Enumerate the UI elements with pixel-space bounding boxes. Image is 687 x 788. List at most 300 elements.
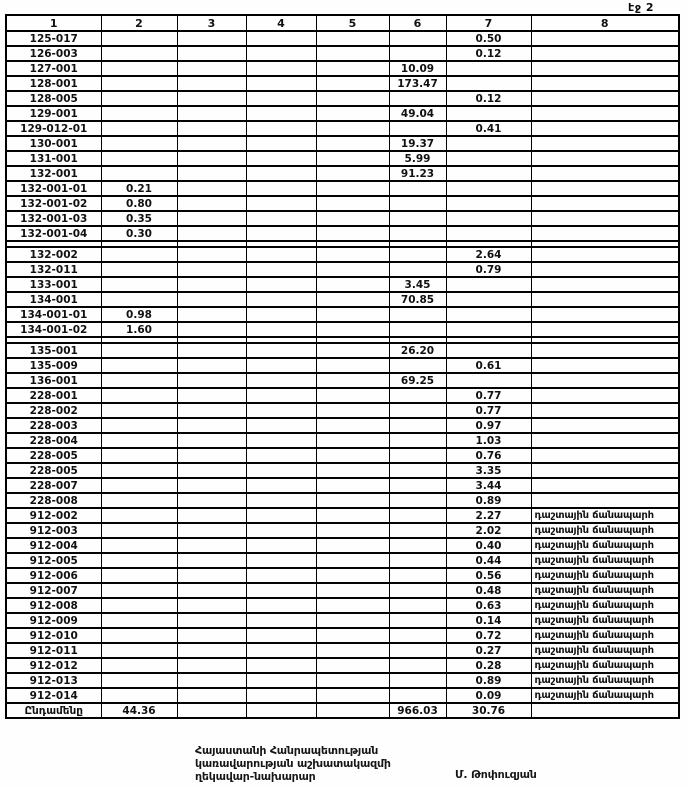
- table-row: [6, 643, 679, 658]
- table-row: [6, 448, 679, 463]
- cell-c8: [531, 211, 679, 226]
- cell-c5: [316, 31, 389, 46]
- cell-c8: [531, 343, 679, 358]
- cell-c4: [246, 598, 316, 613]
- table-row: [6, 433, 679, 448]
- cell-c7: 0.14: [446, 613, 531, 628]
- cell-c8: դաշտային ճանապարհ: [531, 643, 679, 658]
- table-row: [6, 196, 679, 211]
- cell-c3: [177, 373, 246, 388]
- cell-c6: [389, 196, 446, 211]
- cell-c5: [316, 61, 389, 76]
- cell-c2: 1.60: [101, 322, 177, 337]
- cell-c6: [389, 643, 446, 658]
- cell-c5: [316, 418, 389, 433]
- cell-c8: [531, 196, 679, 211]
- cell-c1: 134-001-02: [6, 322, 101, 337]
- cell-c5: [316, 448, 389, 463]
- cell-c5: [316, 106, 389, 121]
- cell-c7: 2.64: [446, 247, 531, 262]
- cell-c5: [316, 181, 389, 196]
- cell-c8: [531, 373, 679, 388]
- cell-c8: [531, 61, 679, 76]
- total-row: [6, 703, 679, 718]
- cell-c5: [316, 211, 389, 226]
- cell-c2: [101, 598, 177, 613]
- cell-c6: [389, 538, 446, 553]
- cell-c1: 228-003: [6, 418, 101, 433]
- cell-c6: [389, 598, 446, 613]
- page-number-note: էջ 2: [628, 1, 654, 14]
- cell-c6: 70.85: [389, 292, 446, 307]
- cell-c6: 966.03: [389, 703, 446, 718]
- cell-c3: [177, 277, 246, 292]
- table-row: [6, 688, 679, 703]
- cell-c7: 0.77: [446, 388, 531, 403]
- cell-c8: [531, 307, 679, 322]
- cell-c4: [246, 628, 316, 643]
- cell-c6: [389, 121, 446, 136]
- cell-c2: [101, 46, 177, 61]
- cell-c6: 49.04: [389, 106, 446, 121]
- cell-c4: [246, 307, 316, 322]
- cell-c2: [101, 247, 177, 262]
- cell-c4: [246, 247, 316, 262]
- cell-c8: դաշտային ճանապարհ: [531, 673, 679, 688]
- cell-c2: [101, 91, 177, 106]
- cell-c2: [101, 151, 177, 166]
- cell-c4: [246, 196, 316, 211]
- cell-c3: [177, 343, 246, 358]
- cell-c1: 228-007: [6, 478, 101, 493]
- cell-c3: [177, 538, 246, 553]
- cell-c1: 228-001: [6, 388, 101, 403]
- cell-c5: [316, 46, 389, 61]
- cell-c7: 0.76: [446, 448, 531, 463]
- cell-c5: [316, 478, 389, 493]
- cell-c6: [389, 583, 446, 598]
- cell-c4: [246, 292, 316, 307]
- cell-c4: [246, 277, 316, 292]
- cell-c5: [316, 292, 389, 307]
- cell-c4: [246, 76, 316, 91]
- cell-c5: [316, 322, 389, 337]
- cell-c5: [316, 388, 389, 403]
- signature-title-line: կառավարության աշխատակազմի: [195, 757, 391, 770]
- table-row: [6, 91, 679, 106]
- table-row: [6, 211, 679, 226]
- cell-c2: [101, 373, 177, 388]
- cell-c4: [246, 262, 316, 277]
- cell-c1: 912-014: [6, 688, 101, 703]
- cell-c1: 128-001: [6, 76, 101, 91]
- cell-c8: դաշտային ճանապարհ: [531, 613, 679, 628]
- cell-c8: [531, 91, 679, 106]
- table-row: [6, 61, 679, 76]
- cell-c5: [316, 136, 389, 151]
- cell-c3: [177, 388, 246, 403]
- cell-c8: [531, 181, 679, 196]
- cell-c6: [389, 211, 446, 226]
- cell-c5: [316, 226, 389, 241]
- cell-c3: [177, 553, 246, 568]
- cell-c4: [246, 493, 316, 508]
- cell-c8: դաշտային ճանապարհ: [531, 583, 679, 598]
- table-header: [6, 15, 679, 31]
- cell-c1: 912-008: [6, 598, 101, 613]
- table-row: [6, 307, 679, 322]
- cell-c1: 126-003: [6, 46, 101, 61]
- cell-c2: [101, 613, 177, 628]
- cell-c2: [101, 553, 177, 568]
- cell-c7: [446, 343, 531, 358]
- cell-c5: [316, 76, 389, 91]
- cell-c1: 912-003: [6, 523, 101, 538]
- cell-c7: [446, 151, 531, 166]
- cell-c6: [389, 508, 446, 523]
- cell-c8: [531, 247, 679, 262]
- cell-c2: [101, 628, 177, 643]
- table-row: [6, 598, 679, 613]
- cell-c2: [101, 523, 177, 538]
- cell-c7: 0.28: [446, 658, 531, 673]
- table-body: [6, 31, 679, 718]
- cell-c2: [101, 121, 177, 136]
- cell-c2: [101, 433, 177, 448]
- table-row: [6, 358, 679, 373]
- table-row: [6, 46, 679, 61]
- table-row: [6, 106, 679, 121]
- cell-c3: [177, 31, 246, 46]
- cell-c3: [177, 166, 246, 181]
- cell-c1: 912-010: [6, 628, 101, 643]
- cell-c4: [246, 373, 316, 388]
- cell-c8: [531, 448, 679, 463]
- cell-c5: [316, 403, 389, 418]
- cell-c1: 228-005: [6, 448, 101, 463]
- cell-c3: [177, 196, 246, 211]
- cell-c8: [531, 493, 679, 508]
- cell-c4: [246, 181, 316, 196]
- cell-c5: [316, 463, 389, 478]
- table-row: [6, 136, 679, 151]
- cell-c8: [531, 106, 679, 121]
- cell-c1: Ընդամենը: [6, 703, 101, 718]
- cell-c8: [531, 418, 679, 433]
- cell-c7: 0.63: [446, 598, 531, 613]
- cell-c5: [316, 553, 389, 568]
- cell-c5: [316, 508, 389, 523]
- cell-c2: [101, 166, 177, 181]
- cell-c6: [389, 613, 446, 628]
- cell-c5: [316, 703, 389, 718]
- cell-c4: [246, 583, 316, 598]
- cell-c8: [531, 166, 679, 181]
- cell-c6: 3.45: [389, 277, 446, 292]
- cell-c7: 0.40: [446, 538, 531, 553]
- cell-c2: [101, 61, 177, 76]
- cell-c7: 0.48: [446, 583, 531, 598]
- cell-c8: [531, 226, 679, 241]
- cell-c3: [177, 703, 246, 718]
- cell-c8: դաշտային ճանապարհ: [531, 688, 679, 703]
- cell-c7: [446, 211, 531, 226]
- cell-c2: [101, 136, 177, 151]
- column-header-4: 4: [246, 15, 316, 31]
- cell-c4: [246, 388, 316, 403]
- cell-c4: [246, 358, 316, 373]
- cell-c6: [389, 262, 446, 277]
- cell-c4: [246, 61, 316, 76]
- cell-c2: [101, 343, 177, 358]
- cell-c1: 129-001: [6, 106, 101, 121]
- cell-c3: [177, 583, 246, 598]
- cell-c4: [246, 91, 316, 106]
- cell-c3: [177, 121, 246, 136]
- cell-c1: 134-001: [6, 292, 101, 307]
- table-row: [6, 508, 679, 523]
- cell-c2: [101, 418, 177, 433]
- cell-c5: [316, 673, 389, 688]
- cell-c3: [177, 418, 246, 433]
- cell-c5: [316, 688, 389, 703]
- signature-title-line: Հայաստանի Հանրապետության: [195, 744, 379, 757]
- cell-c7: 3.44: [446, 478, 531, 493]
- cell-c7: 0.97: [446, 418, 531, 433]
- cell-c5: [316, 121, 389, 136]
- cell-c2: 0.98: [101, 307, 177, 322]
- cell-c2: [101, 76, 177, 91]
- cell-c7: 30.76: [446, 703, 531, 718]
- cell-c6: [389, 226, 446, 241]
- cell-c1: 132-001-04: [6, 226, 101, 241]
- cell-c8: [531, 76, 679, 91]
- cell-c3: [177, 151, 246, 166]
- cell-c8: [531, 463, 679, 478]
- cell-c5: [316, 658, 389, 673]
- cell-c5: [316, 166, 389, 181]
- table-row: [6, 151, 679, 166]
- cell-c6: [389, 388, 446, 403]
- cell-c5: [316, 598, 389, 613]
- cell-c7: [446, 166, 531, 181]
- cell-c1: 912-004: [6, 538, 101, 553]
- cell-c6: [389, 478, 446, 493]
- cell-c2: [101, 106, 177, 121]
- cell-c1: 132-002: [6, 247, 101, 262]
- cell-c2: [101, 463, 177, 478]
- cell-c7: 0.61: [446, 358, 531, 373]
- cell-c6: 69.25: [389, 373, 446, 388]
- cell-c7: 1.03: [446, 433, 531, 448]
- cell-c2: [101, 673, 177, 688]
- cell-c6: [389, 91, 446, 106]
- cell-c3: [177, 226, 246, 241]
- cell-c5: [316, 643, 389, 658]
- cell-c6: [389, 247, 446, 262]
- cell-c3: [177, 598, 246, 613]
- cell-c3: [177, 292, 246, 307]
- cell-c5: [316, 568, 389, 583]
- cell-c3: [177, 307, 246, 322]
- cell-c8: [531, 322, 679, 337]
- cell-c4: [246, 568, 316, 583]
- cell-c1: 912-002: [6, 508, 101, 523]
- cell-c3: [177, 358, 246, 373]
- table-row: [6, 553, 679, 568]
- cell-c6: 10.09: [389, 61, 446, 76]
- table-row: [6, 181, 679, 196]
- cell-c1: 912-013: [6, 673, 101, 688]
- cell-c1: 134-001-01: [6, 307, 101, 322]
- cell-c3: [177, 46, 246, 61]
- cell-c7: 2.27: [446, 508, 531, 523]
- cell-c2: [101, 643, 177, 658]
- cell-c6: [389, 553, 446, 568]
- cell-c6: [389, 418, 446, 433]
- cell-c8: [531, 277, 679, 292]
- cell-c2: 0.21: [101, 181, 177, 196]
- cell-c7: 0.56: [446, 568, 531, 583]
- cell-c7: 0.41: [446, 121, 531, 136]
- cell-c1: 129-012-01: [6, 121, 101, 136]
- cell-c2: [101, 31, 177, 46]
- cell-c7: 0.77: [446, 403, 531, 418]
- cell-c3: [177, 322, 246, 337]
- table-row: [6, 388, 679, 403]
- cell-c4: [246, 643, 316, 658]
- cell-c4: [246, 658, 316, 673]
- cell-c8: դաշտային ճանապարհ: [531, 553, 679, 568]
- cell-c3: [177, 658, 246, 673]
- cell-c1: 132-011: [6, 262, 101, 277]
- cell-c7: [446, 307, 531, 322]
- table-row: [6, 31, 679, 46]
- cell-c2: [101, 688, 177, 703]
- cell-c6: [389, 568, 446, 583]
- cell-c4: [246, 46, 316, 61]
- data-table: [5, 14, 680, 719]
- cell-c4: [246, 703, 316, 718]
- cell-c8: [531, 136, 679, 151]
- cell-c3: [177, 493, 246, 508]
- cell-c3: [177, 76, 246, 91]
- cell-c2: [101, 538, 177, 553]
- cell-c2: 0.80: [101, 196, 177, 211]
- cell-c7: 0.72: [446, 628, 531, 643]
- cell-c8: [531, 478, 679, 493]
- cell-c2: [101, 403, 177, 418]
- cell-c2: [101, 568, 177, 583]
- cell-c1: 133-001: [6, 277, 101, 292]
- cell-c3: [177, 91, 246, 106]
- table-row: [6, 226, 679, 241]
- column-header-2: 2: [101, 15, 177, 31]
- cell-c2: [101, 508, 177, 523]
- cell-c4: [246, 523, 316, 538]
- table-row: [6, 403, 679, 418]
- cell-c4: [246, 688, 316, 703]
- cell-c3: [177, 262, 246, 277]
- cell-c5: [316, 628, 389, 643]
- cell-c1: 912-006: [6, 568, 101, 583]
- cell-c1: 132-001-01: [6, 181, 101, 196]
- cell-c4: [246, 613, 316, 628]
- cell-c5: [316, 277, 389, 292]
- cell-c8: [531, 46, 679, 61]
- cell-c4: [246, 508, 316, 523]
- cell-c4: [246, 322, 316, 337]
- cell-c4: [246, 226, 316, 241]
- cell-c2: [101, 262, 177, 277]
- table-row: [6, 463, 679, 478]
- cell-c1: 228-005: [6, 463, 101, 478]
- cell-c4: [246, 151, 316, 166]
- cell-c6: [389, 673, 446, 688]
- cell-c8: դաշտային ճանապարհ: [531, 508, 679, 523]
- cell-c5: [316, 247, 389, 262]
- cell-c6: 5.99: [389, 151, 446, 166]
- cell-c8: դաշտային ճանապարհ: [531, 628, 679, 643]
- cell-c7: [446, 373, 531, 388]
- table-row: [6, 658, 679, 673]
- cell-c7: 0.89: [446, 673, 531, 688]
- cell-c7: [446, 292, 531, 307]
- cell-c5: [316, 358, 389, 373]
- table-row: [6, 343, 679, 358]
- cell-c2: 0.35: [101, 211, 177, 226]
- cell-c4: [246, 136, 316, 151]
- cell-c3: [177, 508, 246, 523]
- cell-c2: [101, 448, 177, 463]
- cell-c6: [389, 403, 446, 418]
- cell-c1: 130-001: [6, 136, 101, 151]
- cell-c6: 19.37: [389, 136, 446, 151]
- cell-c8: դաշտային ճանապարհ: [531, 568, 679, 583]
- cell-c5: [316, 538, 389, 553]
- table-row: [6, 523, 679, 538]
- cell-c3: [177, 673, 246, 688]
- cell-c1: 135-009: [6, 358, 101, 373]
- cell-c7: [446, 181, 531, 196]
- cell-c7: [446, 277, 531, 292]
- column-header-5: 5: [316, 15, 389, 31]
- table-row: [6, 583, 679, 598]
- cell-c2: [101, 478, 177, 493]
- cell-c2: 0.30: [101, 226, 177, 241]
- cell-c1: 135-001: [6, 343, 101, 358]
- column-header-6: 6: [389, 15, 446, 31]
- cell-c7: 0.09: [446, 688, 531, 703]
- cell-c6: [389, 658, 446, 673]
- cell-c4: [246, 403, 316, 418]
- cell-c1: 912-012: [6, 658, 101, 673]
- cell-c6: [389, 493, 446, 508]
- cell-c3: [177, 448, 246, 463]
- cell-c6: [389, 358, 446, 373]
- column-header-8: 8: [531, 15, 679, 31]
- cell-c7: 0.50: [446, 31, 531, 46]
- cell-c1: 131-001: [6, 151, 101, 166]
- cell-c6: [389, 31, 446, 46]
- cell-c6: [389, 46, 446, 61]
- cell-c8: դաշտային ճանապարհ: [531, 658, 679, 673]
- table-row: [6, 613, 679, 628]
- cell-c7: 0.44: [446, 553, 531, 568]
- cell-c6: 26.20: [389, 343, 446, 358]
- cell-c3: [177, 433, 246, 448]
- cell-c5: [316, 307, 389, 322]
